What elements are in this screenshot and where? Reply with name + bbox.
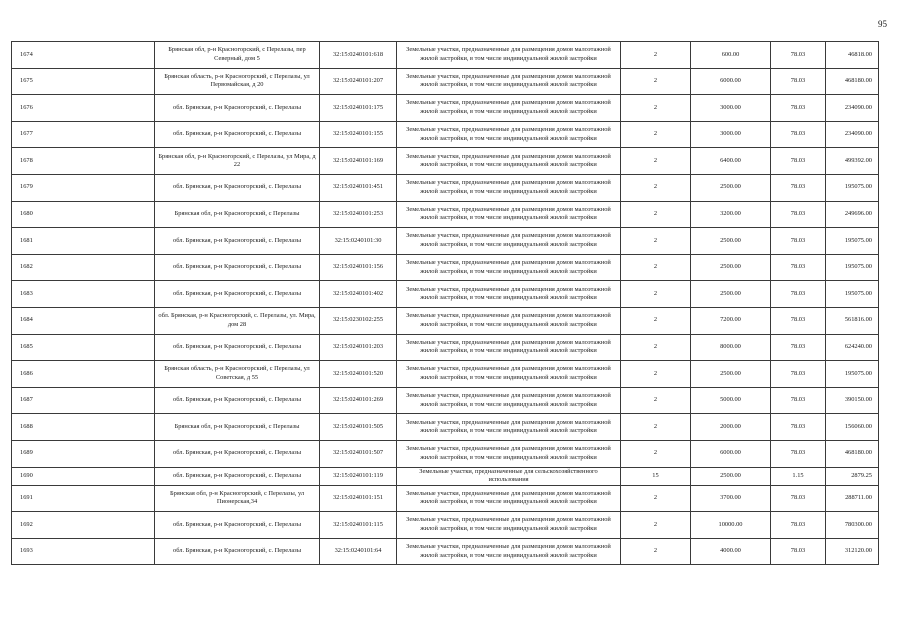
- land-use-cell: Земельные участки, предназначенные для размещения домов малоэтажной жилой застройки, в том числе индивидуальной жилой застройки: [397, 95, 621, 122]
- area-cell: 7200.00: [691, 307, 771, 334]
- cadastral-value-cell: 390150.00: [826, 387, 879, 414]
- address-cell: обл. Брянская, р-н Красногорский, с. Перелазы: [155, 174, 320, 201]
- specific-value-cell: 78.03: [771, 512, 826, 539]
- table-row: [12, 201, 879, 228]
- use-group-cell: 2: [621, 512, 691, 539]
- land-use-cell: Земельные участки, предназначенные для размещения домов малоэтажной жилой застройки, в том числе индивидуальной жилой застройки: [397, 228, 621, 255]
- area-cell: 2500.00: [691, 467, 771, 485]
- table-row: [12, 414, 879, 441]
- table-row: [12, 148, 879, 175]
- table-row: [12, 361, 879, 388]
- use-group-cell: 2: [621, 254, 691, 281]
- cadastral-number-cell: 32:15:0240101:155: [320, 121, 397, 148]
- cadastral-value-cell: 195075.00: [826, 174, 879, 201]
- cadastral-number-cell: 32:15:0240101:269: [320, 387, 397, 414]
- address-cell: обл. Брянская, р-н Красногорский, с. Перелазы: [155, 538, 320, 565]
- cadastral-number-cell: 32:15:0240101:505: [320, 414, 397, 441]
- land-use-cell: Земельные участки, предназначенные для размещения домов малоэтажной жилой застройки, в том числе индивидуальной жилой застройки: [397, 361, 621, 388]
- cadastral-number-cell: 32:15:0240101:151: [320, 485, 397, 512]
- row-number-cell: 1675: [12, 68, 155, 95]
- address-cell: обл. Брянская, р-н Красногорский, с. Перелазы, ул. Мира, дом 28: [155, 307, 320, 334]
- row-number-cell: 1682: [12, 254, 155, 281]
- area-cell: 3200.00: [691, 201, 771, 228]
- land-use-cell: Земельные участки, предназначенные для размещения домов малоэтажной жилой застройки, в том числе индивидуальной жилой застройки: [397, 148, 621, 175]
- cadastral-value-cell: 156060.00: [826, 414, 879, 441]
- cadastral-number-cell: 32:15:0240101:119: [320, 467, 397, 485]
- land-use-cell: Земельные участки, предназначенные для размещения домов малоэтажной жилой застройки, в том числе индивидуальной жилой застройки: [397, 414, 621, 441]
- use-group-cell: 2: [621, 440, 691, 467]
- table-row: [12, 228, 879, 255]
- cadastral-number-cell: 32:15:0240101:30: [320, 228, 397, 255]
- cadastral-value-cell: 561816.00: [826, 307, 879, 334]
- use-group-cell: 2: [621, 485, 691, 512]
- cadastral-number-cell: 32:15:0240101:451: [320, 174, 397, 201]
- land-use-cell: Земельные участки, предназначенные для размещения домов малоэтажной жилой застройки, в том числе индивидуальной жилой застройки: [397, 174, 621, 201]
- use-group-cell: 2: [621, 307, 691, 334]
- table-row: [12, 42, 879, 69]
- cadastral-value-cell: 249696.00: [826, 201, 879, 228]
- use-group-cell: 2: [621, 148, 691, 175]
- land-use-cell: Земельные участки, предназначенные для размещения домов малоэтажной жилой застройки, в том числе индивидуальной жилой застройки: [397, 512, 621, 539]
- table-row: [12, 254, 879, 281]
- specific-value-cell: 78.03: [771, 387, 826, 414]
- cadastral-number-cell: 32:15:0240101:253: [320, 201, 397, 228]
- area-cell: 6000.00: [691, 440, 771, 467]
- cadastral-number-cell: 32:15:0240101:175: [320, 95, 397, 122]
- table-row: [12, 307, 879, 334]
- area-cell: 8000.00: [691, 334, 771, 361]
- specific-value-cell: 78.03: [771, 95, 826, 122]
- row-number-cell: 1687: [12, 387, 155, 414]
- table-row: [12, 387, 879, 414]
- address-cell: обл. Брянская, р-н Красногорский, с. Перелазы: [155, 440, 320, 467]
- specific-value-cell: 78.03: [771, 174, 826, 201]
- use-group-cell: 2: [621, 361, 691, 388]
- table-row: [12, 512, 879, 539]
- cadastral-value-cell: 234090.00: [826, 121, 879, 148]
- area-cell: 2000.00: [691, 414, 771, 441]
- cadastral-value-cell: 234090.00: [826, 95, 879, 122]
- area-cell: 3000.00: [691, 95, 771, 122]
- specific-value-cell: 78.03: [771, 148, 826, 175]
- land-use-cell: Земельные участки, предназначенные для сельскохозяйственного использования: [397, 467, 621, 485]
- specific-value-cell: 1.15: [771, 467, 826, 485]
- use-group-cell: 2: [621, 68, 691, 95]
- row-number-cell: 1691: [12, 485, 155, 512]
- area-cell: 2500.00: [691, 174, 771, 201]
- cadastral-value-cell: 195075.00: [826, 281, 879, 308]
- use-group-cell: 2: [621, 42, 691, 69]
- cadastral-number-cell: 32:15:0230102:255: [320, 307, 397, 334]
- area-cell: 10000.00: [691, 512, 771, 539]
- area-cell: 3000.00: [691, 121, 771, 148]
- land-use-cell: Земельные участки, предназначенные для размещения домов малоэтажной жилой застройки, в том числе индивидуальной жилой застройки: [397, 42, 621, 69]
- area-cell: 3700.00: [691, 485, 771, 512]
- use-group-cell: 2: [621, 121, 691, 148]
- specific-value-cell: 78.03: [771, 281, 826, 308]
- cadastral-value-cell: 312120.00: [826, 538, 879, 565]
- address-cell: Брянская обл, р-н Красногорский, с Перелазы: [155, 201, 320, 228]
- row-number-cell: 1692: [12, 512, 155, 539]
- specific-value-cell: 78.03: [771, 361, 826, 388]
- table-row: [12, 467, 879, 485]
- use-group-cell: 2: [621, 334, 691, 361]
- cadastral-value-cell: 195075.00: [826, 254, 879, 281]
- specific-value-cell: 78.03: [771, 121, 826, 148]
- address-cell: обл. Брянская, р-н Красногорский, с. Перелазы: [155, 228, 320, 255]
- cadastral-value-cell: 288711.00: [826, 485, 879, 512]
- row-number-cell: 1680: [12, 201, 155, 228]
- area-cell: 4000.00: [691, 538, 771, 565]
- area-cell: 600.00: [691, 42, 771, 69]
- table-row: [12, 68, 879, 95]
- specific-value-cell: 78.03: [771, 485, 826, 512]
- address-cell: Брянская обл, р-н Красногорский, с Перелазы, ул Мира, д 22: [155, 148, 320, 175]
- use-group-cell: 2: [621, 228, 691, 255]
- table-row: [12, 334, 879, 361]
- land-use-cell: Земельные участки, предназначенные для размещения домов малоэтажной жилой застройки, в том числе индивидуальной жилой застройки: [397, 485, 621, 512]
- row-number-cell: 1681: [12, 228, 155, 255]
- use-group-cell: 2: [621, 281, 691, 308]
- row-number-cell: 1688: [12, 414, 155, 441]
- address-cell: обл. Брянская, р-н Красногорский, с. Перелазы: [155, 95, 320, 122]
- land-use-cell: Земельные участки, предназначенные для размещения домов малоэтажной жилой застройки, в том числе индивидуальной жилой застройки: [397, 68, 621, 95]
- specific-value-cell: 78.03: [771, 414, 826, 441]
- use-group-cell: 2: [621, 538, 691, 565]
- table-body: [12, 42, 879, 565]
- table-row: [12, 538, 879, 565]
- cadastral-value-cell: 195075.00: [826, 361, 879, 388]
- land-use-cell: Земельные участки, предназначенные для размещения домов малоэтажной жилой застройки, в том числе индивидуальной жилой застройки: [397, 538, 621, 565]
- cadastral-value-table: [11, 41, 879, 565]
- cadastral-number-cell: 32:15:0240101:520: [320, 361, 397, 388]
- land-use-cell: Земельные участки, предназначенные для размещения домов малоэтажной жилой застройки, в том числе индивидуальной жилой застройки: [397, 440, 621, 467]
- use-group-cell: 15: [621, 467, 691, 485]
- land-use-cell: Земельные участки, предназначенные для размещения домов малоэтажной жилой застройки, в том числе индивидуальной жилой застройки: [397, 281, 621, 308]
- use-group-cell: 2: [621, 201, 691, 228]
- land-use-cell: Земельные участки, предназначенные для размещения домов малоэтажной жилой застройки, в том числе индивидуальной жилой застройки: [397, 307, 621, 334]
- cadastral-number-cell: 32:15:0240101:402: [320, 281, 397, 308]
- table-row: [12, 95, 879, 122]
- land-use-cell: Земельные участки, предназначенные для размещения домов малоэтажной жилой застройки, в том числе индивидуальной жилой застройки: [397, 334, 621, 361]
- cadastral-value-cell: 468180.00: [826, 440, 879, 467]
- address-cell: обл. Брянская, р-н Красногорский, с. Перелазы: [155, 254, 320, 281]
- address-cell: Брянская обл, р-н Красногорский, с Перелазы: [155, 414, 320, 441]
- specific-value-cell: 78.03: [771, 42, 826, 69]
- area-cell: 5000.00: [691, 387, 771, 414]
- cadastral-value-cell: 624240.00: [826, 334, 879, 361]
- cadastral-value-cell: 46818.00: [826, 42, 879, 69]
- area-cell: 6400.00: [691, 148, 771, 175]
- address-cell: Брянская область, р-н Красногорский, с Перелазы, ул Первомайская, д 20: [155, 68, 320, 95]
- land-use-cell: Земельные участки, предназначенные для размещения домов малоэтажной жилой застройки, в том числе индивидуальной жилой застройки: [397, 387, 621, 414]
- cadastral-value-cell: 468180.00: [826, 68, 879, 95]
- cadastral-number-cell: 32:15:0240101:115: [320, 512, 397, 539]
- specific-value-cell: 78.03: [771, 307, 826, 334]
- address-cell: обл. Брянская, р-н Красногорский, с. Перелазы: [155, 334, 320, 361]
- row-number-cell: 1678: [12, 148, 155, 175]
- area-cell: 6000.00: [691, 68, 771, 95]
- land-use-cell: Земельные участки, предназначенные для размещения домов малоэтажной жилой застройки, в том числе индивидуальной жилой застройки: [397, 254, 621, 281]
- cadastral-value-cell: 2879.25: [826, 467, 879, 485]
- specific-value-cell: 78.03: [771, 228, 826, 255]
- address-cell: Брянская область, р-н Красногорский, с Перелазы, ул Советская, д 55: [155, 361, 320, 388]
- cadastral-number-cell: 32:15:0240101:169: [320, 148, 397, 175]
- row-number-cell: 1686: [12, 361, 155, 388]
- row-number-cell: 1674: [12, 42, 155, 69]
- specific-value-cell: 78.03: [771, 68, 826, 95]
- address-cell: обл. Брянская, р-н Красногорский, с. Перелазы: [155, 512, 320, 539]
- table-row: [12, 485, 879, 512]
- row-number-cell: 1679: [12, 174, 155, 201]
- cadastral-number-cell: 32:15:0240101:618: [320, 42, 397, 69]
- address-cell: Брянская обл, р-н Красногорский, с Перелазы, ул Пионерская,34: [155, 485, 320, 512]
- land-use-cell: Земельные участки, предназначенные для размещения домов малоэтажной жилой застройки, в том числе индивидуальной жилой застройки: [397, 201, 621, 228]
- row-number-cell: 1689: [12, 440, 155, 467]
- page-number: 95: [878, 19, 887, 29]
- address-cell: Брянская обл, р-н Красногорский, с Перелазы, пер Северный, дом 5: [155, 42, 320, 69]
- specific-value-cell: 78.03: [771, 201, 826, 228]
- cadastral-value-cell: 499392.00: [826, 148, 879, 175]
- cadastral-value-cell: 195075.00: [826, 228, 879, 255]
- area-cell: 2500.00: [691, 361, 771, 388]
- cadastral-value-cell: 780300.00: [826, 512, 879, 539]
- use-group-cell: 2: [621, 174, 691, 201]
- cadastral-number-cell: 32:15:0240101:203: [320, 334, 397, 361]
- specific-value-cell: 78.03: [771, 334, 826, 361]
- address-cell: обл. Брянская, р-н Красногорский, с. Перелазы: [155, 387, 320, 414]
- cadastral-number-cell: 32:15:0240101:207: [320, 68, 397, 95]
- row-number-cell: 1684: [12, 307, 155, 334]
- cadastral-number-cell: 32:15:0240101:507: [320, 440, 397, 467]
- row-number-cell: 1677: [12, 121, 155, 148]
- area-cell: 2500.00: [691, 228, 771, 255]
- specific-value-cell: 78.03: [771, 254, 826, 281]
- use-group-cell: 2: [621, 95, 691, 122]
- area-cell: 2500.00: [691, 281, 771, 308]
- use-group-cell: 2: [621, 414, 691, 441]
- address-cell: обл. Брянская, р-н Красногорский, с. Перелазы: [155, 467, 320, 485]
- table-row: [12, 440, 879, 467]
- table-row: [12, 121, 879, 148]
- row-number-cell: 1693: [12, 538, 155, 565]
- area-cell: 2500.00: [691, 254, 771, 281]
- cadastral-number-cell: 32:15:0240101:64: [320, 538, 397, 565]
- specific-value-cell: 78.03: [771, 440, 826, 467]
- row-number-cell: 1683: [12, 281, 155, 308]
- land-use-cell: Земельные участки, предназначенные для размещения домов малоэтажной жилой застройки, в том числе индивидуальной жилой застройки: [397, 121, 621, 148]
- use-group-cell: 2: [621, 387, 691, 414]
- row-number-cell: 1690: [12, 467, 155, 485]
- cadastral-number-cell: 32:15:0240101:156: [320, 254, 397, 281]
- specific-value-cell: 78.03: [771, 538, 826, 565]
- address-cell: обл. Брянская, р-н Красногорский, с. Перелазы: [155, 121, 320, 148]
- table-row: [12, 174, 879, 201]
- table-row: [12, 281, 879, 308]
- row-number-cell: 1676: [12, 95, 155, 122]
- row-number-cell: 1685: [12, 334, 155, 361]
- address-cell: обл. Брянская, р-н Красногорский, с. Перелазы: [155, 281, 320, 308]
